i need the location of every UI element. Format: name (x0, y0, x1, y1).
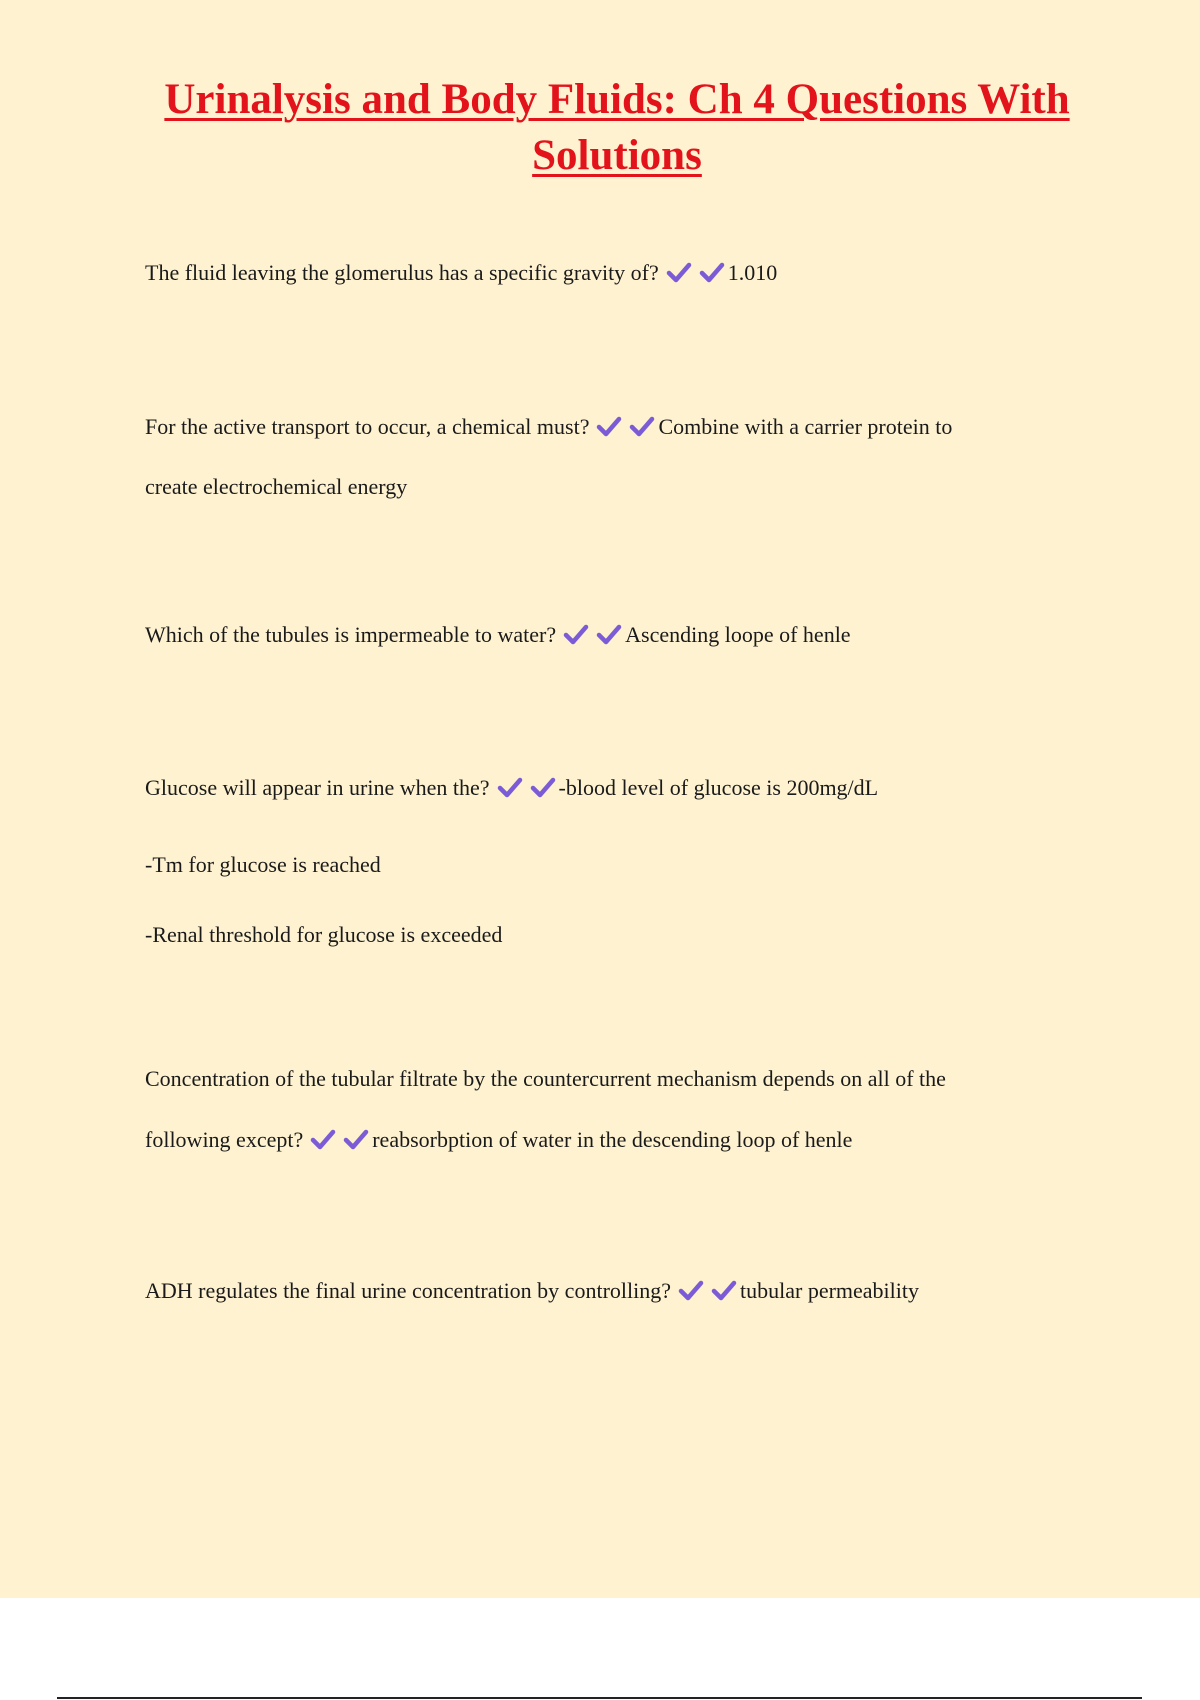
check-icons (666, 261, 725, 291)
check-icon (530, 776, 556, 798)
check-icon (678, 1279, 704, 1301)
question-text: The fluid leaving the glomerulus has a specific gravity of? (145, 260, 659, 285)
answer-text: 1.010 (727, 260, 778, 285)
check-icon (711, 1279, 737, 1301)
check-icons (497, 776, 556, 806)
document-title: Urinalysis and Body Fluids: Ch 4 Questions With Solutions (164, 76, 1070, 179)
check-icon (310, 1128, 336, 1150)
answer-text: Combine with a carrier protein to (658, 414, 953, 439)
question-text: For the active transport to occur, a chemical must? (145, 414, 590, 439)
qa-item-5 (145, 1125, 1105, 1158)
question-text-line: Concentration of the tubular filtrate by the countercurrent mechanism depends on all of the (145, 1066, 946, 1091)
check-icon (563, 623, 589, 645)
answer-continuation: -Tm for glucose is reached (145, 852, 381, 877)
question-text: following except? (145, 1127, 304, 1152)
answer-text: reabsorbption of water in the descending loop of henle (372, 1127, 853, 1152)
question-text: ADH regulates the final urine concentration by controlling? (145, 1278, 671, 1303)
check-icons (310, 1128, 369, 1158)
qa-item-2 (145, 412, 1105, 445)
qa-item-1 (145, 258, 1105, 291)
check-icons (563, 623, 622, 653)
answer-text: tubular permeability (740, 1278, 919, 1303)
check-icons (596, 415, 655, 445)
question-text: Glucose will appear in urine when the? (145, 775, 490, 800)
check-icon (497, 776, 523, 798)
answer-text: Ascending loope of henle (625, 622, 851, 647)
check-icon (666, 261, 692, 283)
answer-continuation: -Renal threshold for glucose is exceeded (145, 922, 503, 947)
check-icons (678, 1279, 737, 1309)
qa-item-6 (145, 1276, 1105, 1309)
question-text: Which of the tubules is impermeable to water? (145, 622, 557, 647)
qa-item-3 (145, 620, 1105, 653)
qa-item-4 (145, 773, 1105, 806)
check-icon (629, 415, 655, 437)
footer-divider (57, 1697, 1142, 1699)
check-icon (596, 415, 622, 437)
check-icon (343, 1128, 369, 1150)
check-icon (596, 623, 622, 645)
answer-text: -blood level of glucose is 200mg/dL (558, 775, 879, 800)
check-icon (699, 261, 725, 283)
answer-continuation: create electrochemical energy (145, 474, 408, 499)
